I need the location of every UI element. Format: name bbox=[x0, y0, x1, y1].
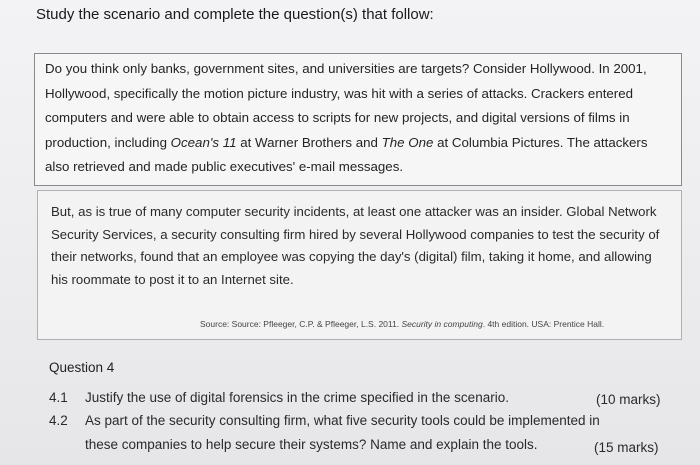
instructions-heading: Study the scenario and complete the question(s) that follow: bbox=[36, 6, 434, 23]
scenario-paragraph-1 bbox=[45, 57, 675, 180]
scenario-box bbox=[34, 53, 682, 186]
book-title: Security in computing bbox=[401, 319, 483, 329]
question-marks: (15 marks) bbox=[594, 440, 659, 455]
scenario-paragraph-2: But, as is true of many computer security incidents, at least one attacker was an insider. Global Network Security Services, a security consulting firm hired by several Hollywood companies to test the security of their networks, found that an employee was copying the day's (digital) film, taking it home, and allowing his roommate to post it to an Internet site. bbox=[51, 204, 660, 287]
question-title: Question 4 bbox=[49, 360, 115, 375]
paragraph-text: Do you think only banks, government sites, and universities are targets? Consider Hollywood. In 2001, Hollywood, specifically the motion picture industry, was hit with a series of attacks. Crackers entered computers and were able to obtain access to scripts for new projects, and digital versions of films in production, including bbox=[45, 61, 647, 150]
question-marks: (10 marks) bbox=[596, 392, 661, 407]
question-text-line-2: these companies to help secure their systems? Name and explain the tools. bbox=[85, 437, 538, 452]
film-title: The One bbox=[381, 134, 434, 150]
citation-text: Source: Source: Pfleeger, C.P. & Pfleeger, L.S. 2011. bbox=[200, 319, 402, 329]
scenario-box-continued bbox=[37, 190, 682, 340]
paragraph-text: at Warner Brothers and bbox=[236, 134, 382, 150]
citation-text: . 4th edition. USA: Prentice Hall. bbox=[482, 319, 605, 329]
paragraph-text: at Columbia Pictures. The attackers also retrieved and made public executives' e-mail messages. bbox=[45, 134, 648, 174]
question-text-line-1: As part of the security consulting firm, what five security tools could be implemented in bbox=[85, 413, 600, 428]
question-number: 4.2 bbox=[49, 413, 68, 428]
question-number: 4.1 bbox=[49, 390, 68, 405]
film-title: Ocean's 11 bbox=[170, 134, 237, 150]
source-citation bbox=[200, 319, 604, 329]
question-text: Justify the use of digital forensics in the crime specified in the scenario. bbox=[85, 390, 509, 405]
